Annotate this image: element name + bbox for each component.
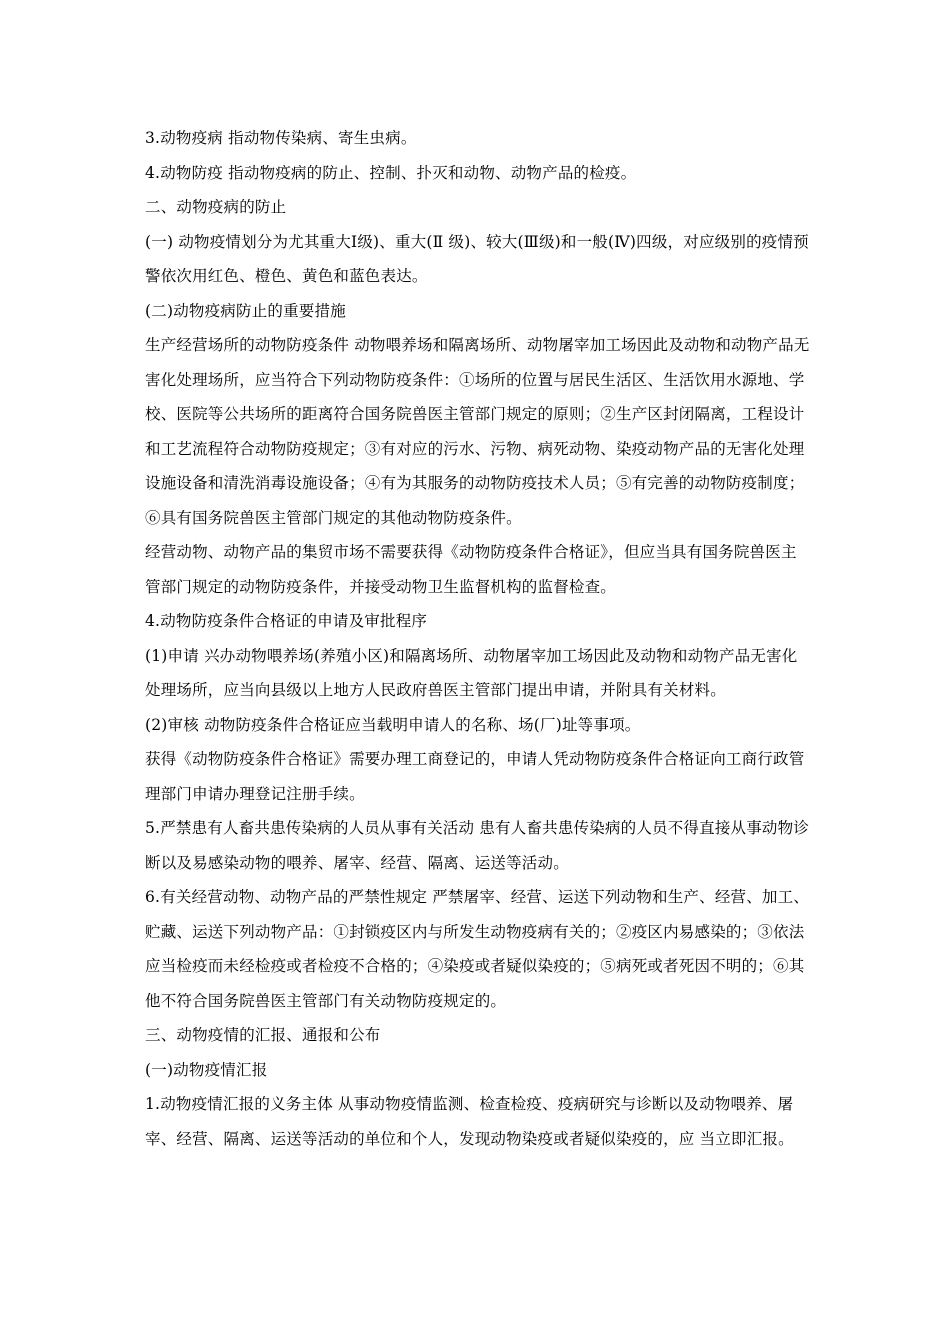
section-heading-reporting: 三、动物疫情的汇报、通报和公布 — [145, 1026, 381, 1044]
paragraph-certificate-procedure: 4.动物防疫条件合格证的申请及审批程序 — [145, 612, 428, 630]
paragraph-reporting-obligation: 1.动物疫情汇报的义务主体 从事动物疫情监测、检查检疫、疫病研究与诊断以及动物喂养、屠宰、经营、隔离、运送等活动的单位和个人，发现动物染疫或者疑似染疫的，应 当立即汇报。 — [145, 1095, 794, 1148]
paragraph-review: (2)审核 动物防疫条件合格证应当载明申请人的名称、场(厂)址等事项。 — [145, 715, 641, 734]
paragraph-definition-animal-prevention: 4.动物防疫 指动物疫病的防止、控制、扑灭和动物、动物产品的检疫。 — [145, 163, 637, 182]
paragraph-business-registration: 获得《动物防疫条件合格证》需要办理工商登记的，申请人凭动物防疫条件合格证向工商行政管理部门申请办理登记注册手续。 — [145, 750, 805, 803]
subsection-heading-measures: (二)动物疫病防止的重要措施 — [145, 301, 346, 320]
paragraph-epidemic-levels: (一) 动物疫情划分为尤其重大Ⅰ级)、重大(Ⅱ 级)、较大(Ⅲ级)和一般(Ⅳ)四级，对应级别的疫情预警依次用红色、橙色、黄色和蓝色表达。 — [145, 232, 809, 285]
paragraph-application: (1)申请 兴办动物喂养场(养殖小区)和隔离场所、动物屠宰加工场因此及动物和动物产品无害化处理场所，应当向县级以上地方人民政府兽医主管部门提出申请，并附具有关材料。 — [145, 646, 798, 699]
paragraph-market-conditions: 经营动物、动物产品的集贸市场不需要获得《动物防疫条件合格证》，但应当具有国务院兽医主管部门规定的动物防疫条件，并接受动物卫生监督机构的监督检查。 — [145, 543, 797, 596]
paragraph-premises-conditions: 生产经营场所的动物防疫条件 动物喂养场和隔离场所、动物屠宰加工场因此及动物和动物产品无害化处理场所，应当符合下列动物防疫条件：①场所的位置与居民生活区、生活饮用水源地、学校、医院等公共场所的距离符合国务院兽医主管部门规定的原则；②生产区封闭隔离，工程设计和工艺流程符合动物防疫规定；③有对应的污水、污物、病死动物、染疫动物产品的无害化处理设施设备和清洗消毒设施设备；④有为其服务的动物防疫技术人员；⑤有完善的动物防疫制度；⑥具有国务院兽医主管部门规定的其他动物防疫条件。 — [145, 336, 810, 527]
paragraph-zoonosis-prohibition: 5.严禁患有人畜共患传染病的人员从事有关活动 患有人畜共患传染病的人员不得直接从事动物诊断以及易感染动物的喂养、屠宰、经营、隔离、运送等活动。 — [145, 819, 810, 872]
paragraph-definition-animal-disease: 3.动物疫病 指动物传染病、寄生虫病。 — [145, 129, 417, 147]
paragraph-trade-prohibitions: 6.有关经营动物、动物产品的严禁性规定 严禁屠宰、经营、运送下列动物和生产、经营、加工、贮藏、运送下列动物产品：①封锁疫区内与所发生动物疫病有关的；②疫区内易感染的；③依法应当检疫而未经检疫或者检疫不合格的；④染疫或者疑似染疫的；⑤病死或者死因不明的；⑥其他不符合国务院兽医主管部门有关动物防疫规定的。 — [145, 888, 810, 1010]
subsection-heading-epidemic-report: (一)动物疫情汇报 — [145, 1060, 268, 1079]
document-body — [145, 121, 810, 1156]
section-heading-prevention: 二、动物疫病的防止 — [145, 198, 287, 216]
